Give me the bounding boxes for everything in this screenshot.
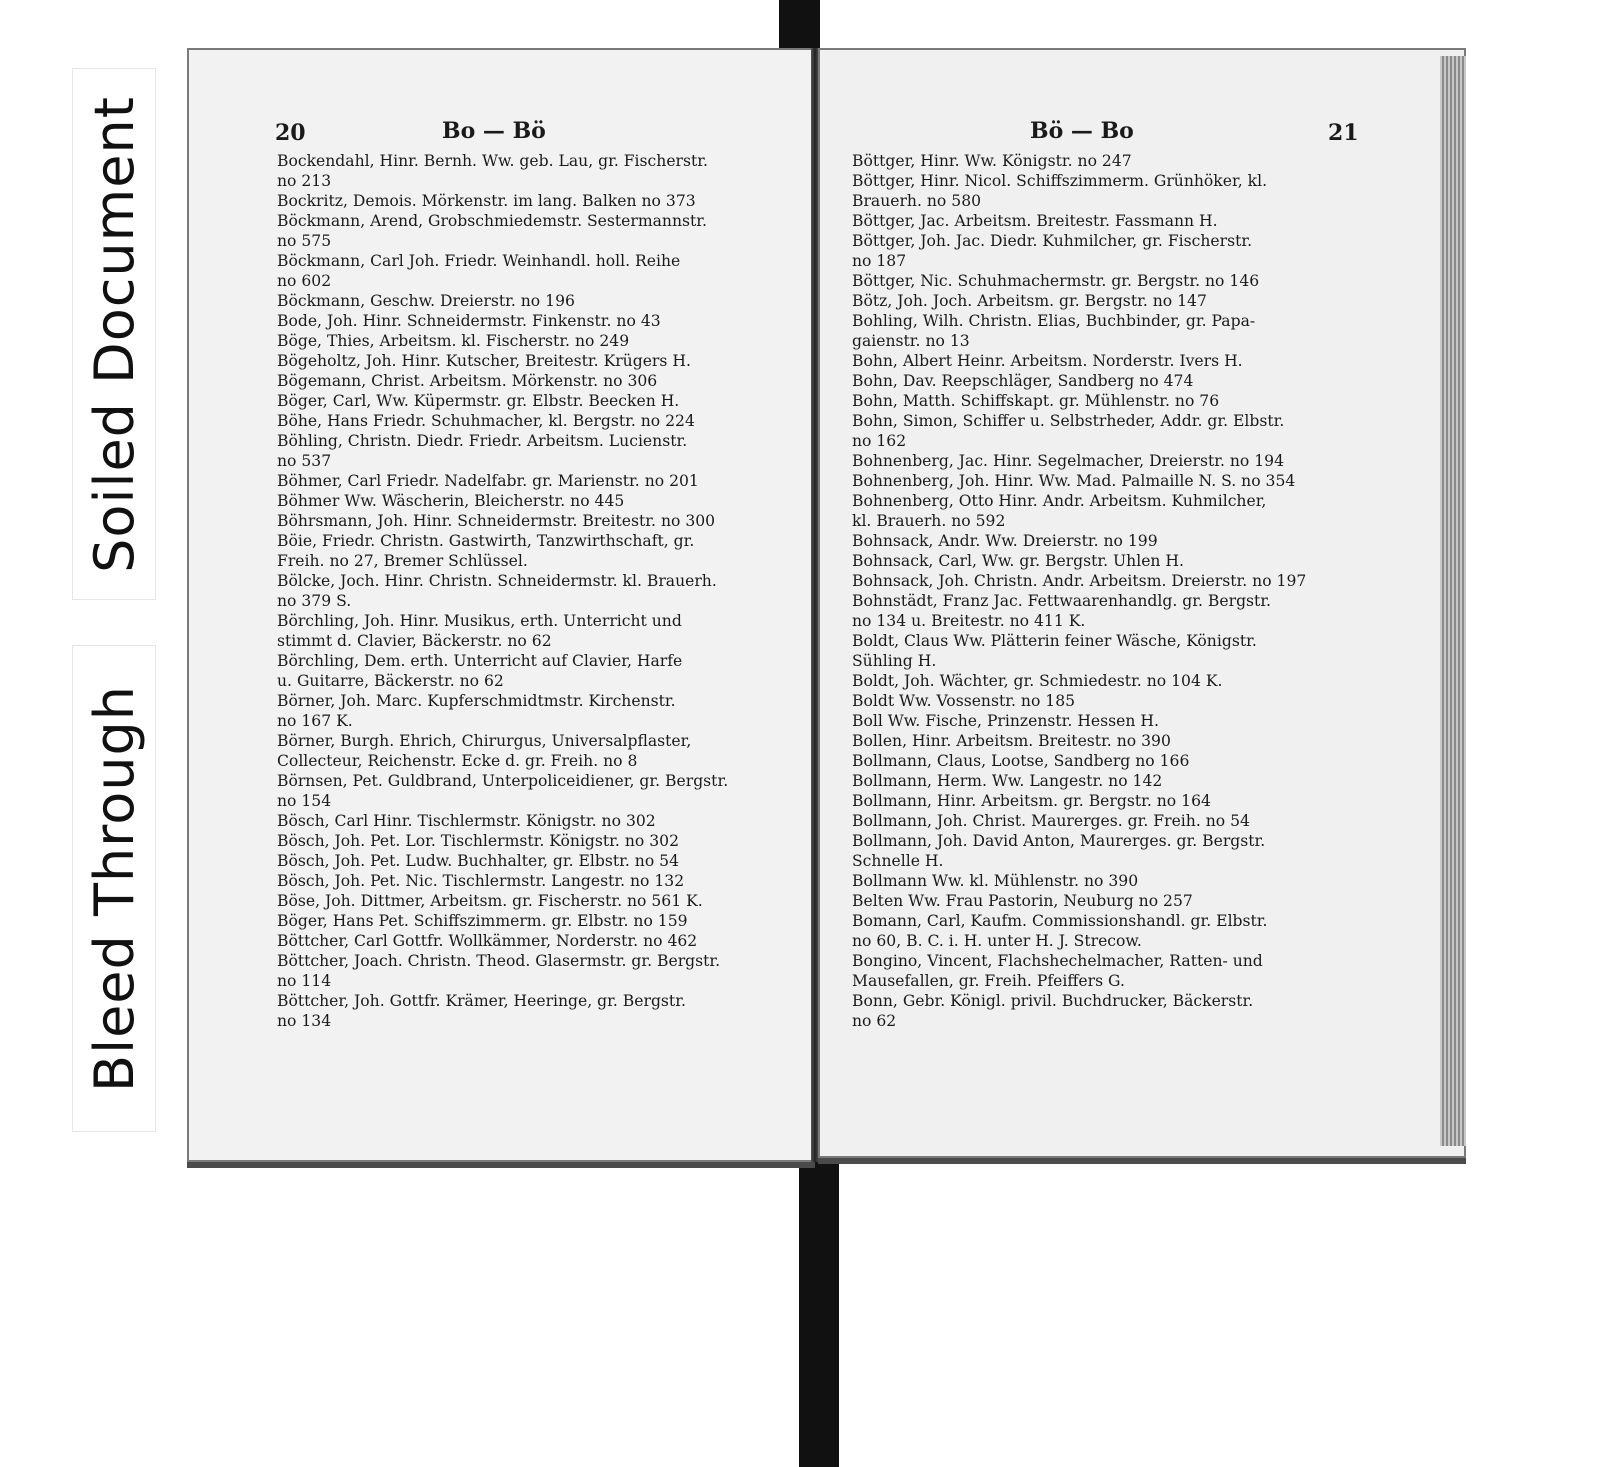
directory-line: Bohnsack, Joh. Christn. Andr. Arbeitsm. Dreierstr. no 197 [852,572,1307,590]
directory-line: Bollmann, Herm. Ww. Langestr. no 142 [852,772,1163,790]
directory-line: Böhling, Christn. Diedr. Friedr. Arbeitsm. Lucienstr. [277,432,688,450]
directory-line: Bode, Joh. Hinr. Schneidermstr. Finkenstr. no 43 [277,312,661,330]
directory-line: Böckmann, Geschw. Dreierstr. no 196 [277,292,575,310]
directory-line: Bonn, Gebr. Königl. privil. Buchdrucker, Bäckerstr. [852,992,1254,1010]
directory-line: Bohn, Albert Heinr. Arbeitsm. Norderstr. Ivers H. [852,352,1243,370]
directory-line: Bohn, Dav. Reepschläger, Sandberg no 474 [852,372,1194,390]
directory-line: stimmt d. Clavier, Bäckerstr. no 62 [277,632,552,650]
directory-line: no 114 [277,972,332,990]
bleed-through-label-text: Bleed Through [82,685,146,1092]
directory-line: Böttger, Hinr. Ww. Königstr. no 247 [852,152,1132,170]
directory-line: Collecteur, Reichenstr. Ecke d. gr. Freih. no 8 [277,752,638,770]
directory-line: Böckmann, Carl Joh. Friedr. Weinhandl. holl. Reihe [277,252,681,270]
directory-line: Börchling, Joh. Hinr. Musikus, erth. Unterricht und [277,612,682,630]
bleed-through-label [72,645,156,1132]
directory-line: Börchling, Dem. erth. Unterricht auf Clavier, Harfe [277,652,683,670]
directory-line: Bohnenberg, Jac. Hinr. Segelmacher, Dreierstr. no 194 [852,452,1285,470]
directory-line: Bollen, Hinr. Arbeitsm. Breitestr. no 390 [852,732,1171,750]
directory-line: Bögemann, Christ. Arbeitsm. Mörkenstr. no 306 [277,372,658,390]
binding-strip-bottom [799,1148,839,1467]
directory-line: no 167 K. [277,712,353,730]
directory-line: Boldt, Joh. Wächter, gr. Schmiedestr. no 104 K. [852,672,1223,690]
directory-line: Bollmann, Joh. David Anton, Maurerges. gr. Bergstr. [852,832,1266,850]
left-page-bottom-edge [187,1162,815,1168]
directory-line: no 379 S. [277,592,352,610]
directory-line: Bohnsack, Carl, Ww. gr. Bergstr. Uhlen H. [852,552,1184,570]
directory-line: Böhmer, Carl Friedr. Nadelfabr. gr. Marienstr. no 201 [277,472,699,490]
directory-line: Bösch, Joh. Pet. Ludw. Buchhalter, gr. Elbstr. no 54 [277,852,680,870]
directory-line: Bohnenberg, Joh. Hinr. Ww. Mad. Palmaille N. S. no 354 [852,472,1296,490]
directory-line: Bomann, Carl, Kaufm. Commissionshandl. gr. Elbstr. [852,912,1268,930]
right-page-bottom-edge [818,1158,1466,1164]
directory-line: no 134 u. Breitestr. no 411 K. [852,612,1086,630]
directory-line: Böger, Hans Pet. Schiffszimmerm. gr. Elbstr. no 159 [277,912,688,930]
directory-line: Böttger, Jac. Arbeitsm. Breitestr. Fassmann H. [852,212,1218,230]
directory-line: Bösch, Carl Hinr. Tischlermstr. Königstr. no 302 [277,812,656,830]
directory-line: Schnelle H. [852,852,944,870]
directory-line: no 154 [277,792,332,810]
soiled-document-label [72,68,156,600]
directory-line: Bohn, Matth. Schiffskapt. gr. Mühlenstr. no 76 [852,392,1220,410]
directory-line: Brauerh. no 580 [852,192,982,210]
directory-line: Böttcher, Carl Gottfr. Wollkämmer, Norderstr. no 462 [277,932,698,950]
directory-line: Bösch, Joh. Pet. Lor. Tischlermstr. Königstr. no 302 [277,832,679,850]
right-directory-entries [852,151,1352,1031]
directory-line: no 62 [852,1012,897,1030]
left-page-number: 20 [275,120,306,146]
directory-line: no 213 [277,172,332,190]
directory-line: Mausefallen, gr. Freih. Pfeiffers G. [852,972,1125,990]
directory-line: Bollmann Ww. kl. Mühlenstr. no 390 [852,872,1139,890]
directory-line: Bölcke, Joch. Hinr. Christn. Schneidermstr. kl. Brauerh. [277,572,717,590]
directory-line: Böhrsmann, Joh. Hinr. Schneidermstr. Breitestr. no 300 [277,512,716,530]
directory-line: u. Guitarre, Bäckerstr. no 62 [277,672,504,690]
directory-line: Böttger, Hinr. Nicol. Schiffszimmerm. Grünhöker, kl. [852,172,1268,190]
directory-line: no 60, B. C. i. H. unter H. J. Strecow. [852,932,1142,950]
directory-line: Bollmann, Claus, Lootse, Sandberg no 166 [852,752,1190,770]
directory-line: kl. Brauerh. no 592 [852,512,1006,530]
directory-line: Böse, Joh. Dittmer, Arbeitsm. gr. Fischerstr. no 561 K. [277,892,703,910]
right-page-number: 21 [1328,120,1359,146]
directory-line: Böhe, Hans Friedr. Schuhmacher, kl. Bergstr. no 224 [277,412,695,430]
directory-line: Böttger, Joh. Jac. Diedr. Kuhmilcher, gr. Fischerstr. [852,232,1253,250]
directory-line: gaienstr. no 13 [852,332,970,350]
directory-line: Bötz, Joh. Joch. Arbeitsm. gr. Bergstr. no 147 [852,292,1207,310]
directory-line: Böhmer Ww. Wäscherin, Bleicherstr. no 445 [277,492,625,510]
directory-line: no 602 [277,272,332,290]
soiled-document-label-text: Soiled Document [82,95,146,573]
directory-line: Freih. no 27, Bremer Schlüssel. [277,552,528,570]
directory-line: Bohnstädt, Franz Jac. Fettwaarenhandlg. gr. Bergstr. [852,592,1272,610]
directory-line: Sühling H. [852,652,937,670]
right-running-head: Bö — Bo [1030,118,1134,144]
directory-line: Böger, Carl, Ww. Küpermstr. gr. Elbstr. Beecken H. [277,392,680,410]
directory-line: Böie, Friedr. Christn. Gastwirth, Tanzwirthschaft, gr. [277,532,695,550]
directory-line: Bohn, Simon, Schiffer u. Selbstrheder, Addr. gr. Elbstr. [852,412,1285,430]
directory-line: no 537 [277,452,332,470]
directory-line: Bockendahl, Hinr. Bernh. Ww. geb. Lau, gr. Fischerstr. [277,152,708,170]
directory-line: Bögeholtz, Joh. Hinr. Kutscher, Breitestr. Krügers H. [277,352,691,370]
directory-line: Bockritz, Demois. Mörkenstr. im lang. Balken no 373 [277,192,696,210]
directory-line: no 134 [277,1012,332,1030]
directory-line: Börnsen, Pet. Guldbrand, Unterpoliceidiener, gr. Bergstr. [277,772,729,790]
directory-line: Börner, Joh. Marc. Kupferschmidtmstr. Kirchenstr. [277,692,676,710]
directory-line: Bösch, Joh. Pet. Nic. Tischlermstr. Langestr. no 132 [277,872,685,890]
directory-line: Böttcher, Joh. Gottfr. Krämer, Heeringe, gr. Bergstr. [277,992,686,1010]
left-running-head: Bo — Bö [442,118,546,144]
directory-line: Boldt, Claus Ww. Plätterin feiner Wäsche, Königstr. [852,632,1257,650]
directory-line: Bollmann, Hinr. Arbeitsm. gr. Bergstr. no 164 [852,792,1211,810]
directory-line: Bohling, Wilh. Christn. Elias, Buchbinder, gr. Papa- [852,312,1256,330]
directory-line: Boll Ww. Fische, Prinzenstr. Hessen H. [852,712,1159,730]
left-page [187,48,815,1162]
directory-line: Bohnenberg, Otto Hinr. Andr. Arbeitsm. Kuhmilcher, [852,492,1267,510]
directory-line: no 575 [277,232,332,250]
directory-line: Böttger, Nic. Schuhmachermstr. gr. Bergstr. no 146 [852,272,1260,290]
right-page [818,48,1466,1158]
directory-line: Belten Ww. Frau Pastorin, Neuburg no 257 [852,892,1193,910]
directory-line: Börner, Burgh. Ehrich, Chirurgus, Universalpflaster, [277,732,692,750]
directory-line: Bollmann, Joh. Christ. Maurerges. gr. Freih. no 54 [852,812,1250,830]
directory-line: Bongino, Vincent, Flachshechelmacher, Ratten- und [852,952,1263,970]
directory-line: Böge, Thies, Arbeitsm. kl. Fischerstr. no 249 [277,332,630,350]
directory-line: no 187 [852,252,907,270]
directory-line: Böckmann, Arend, Grobschmiedemstr. Sestermannstr. [277,212,707,230]
directory-line: Böttcher, Joach. Christn. Theod. Glasermstr. gr. Bergstr. [277,952,721,970]
directory-line: Bohnsack, Andr. Ww. Dreierstr. no 199 [852,532,1158,550]
directory-line: Boldt Ww. Vossenstr. no 185 [852,692,1076,710]
left-directory-entries [277,151,789,1031]
directory-line: no 162 [852,432,907,450]
